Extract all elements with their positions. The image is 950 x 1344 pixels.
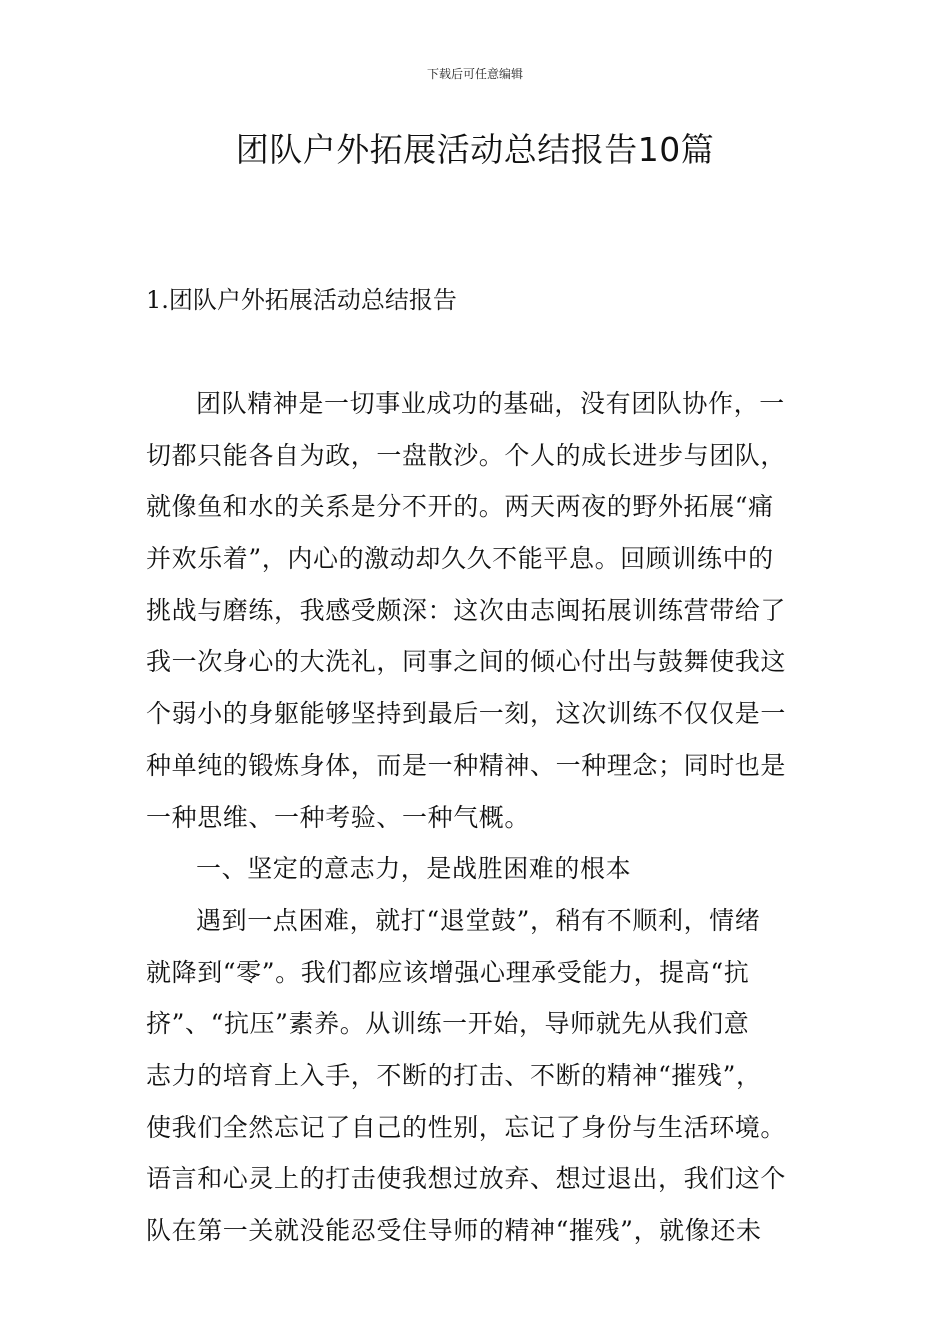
- subheading-line: 一、坚定的意志力，是战胜困难的根本: [196, 854, 632, 884]
- paragraph-line: 志力的培育上入手，不断的打击、不断的精神“摧残”，: [146, 1060, 762, 1090]
- paragraph-line: 语言和心灵上的打击使我想过放弃、想过退出，我们这个: [146, 1164, 787, 1194]
- body-text: [146, 378, 806, 1257]
- paragraph-line: 我一次身心的大洗礼，同事之间的倾心付出与鼓舞使我这: [146, 647, 787, 677]
- paragraph-line: 就像鱼和水的关系是分不开的。两天两夜的野外拓展“痛: [146, 492, 774, 522]
- paragraph-line: 并欢乐着”，内心的激动却久久不能平息。回顾训练中的: [146, 544, 774, 574]
- document-title: 团队户外拓展活动总结报告10篇: [235, 130, 715, 169]
- paragraph-line: 团队精神是一切事业成功的基础，没有团队协作，一: [196, 389, 785, 418]
- paragraph-line: 切都只能各自为政，一盘散沙。个人的成长进步与团队，: [146, 440, 787, 470]
- paragraph-line: 一种思维、一种考验、一种气概。: [146, 802, 531, 832]
- paragraph-line: 就降到“零”。我们都应该增强心理承受能力，提高“抗: [146, 957, 750, 987]
- paragraph-line: 挑战与磨练，我感受颇深：这次由志闽拓展训练营带给了: [146, 595, 787, 625]
- paragraph-line: 个弱小的身躯能够坚持到最后一刻，这次训练不仅仅是一: [146, 699, 787, 729]
- paragraph-line: 使我们全然忘记了自己的性别，忘记了身份与生活环境。: [146, 1112, 787, 1142]
- section-heading: 1.团队户外拓展活动总结报告: [146, 286, 457, 314]
- paragraph-line: 挤”、“抗压”素养。从训练一开始，导师就先从我们意: [146, 1009, 750, 1039]
- header-note: 下载后可任意编辑: [426, 67, 523, 81]
- paragraph-line: 队在第一关就没能忍受住导师的精神“摧残”，就像还未: [146, 1216, 762, 1245]
- paragraph-line: 遇到一点困难，就打“退堂鼓”，稍有不顺利，情绪: [196, 905, 761, 935]
- paragraph-line: 种单纯的锻炼身体，而是一种精神、一种理念；同时也是: [146, 750, 787, 780]
